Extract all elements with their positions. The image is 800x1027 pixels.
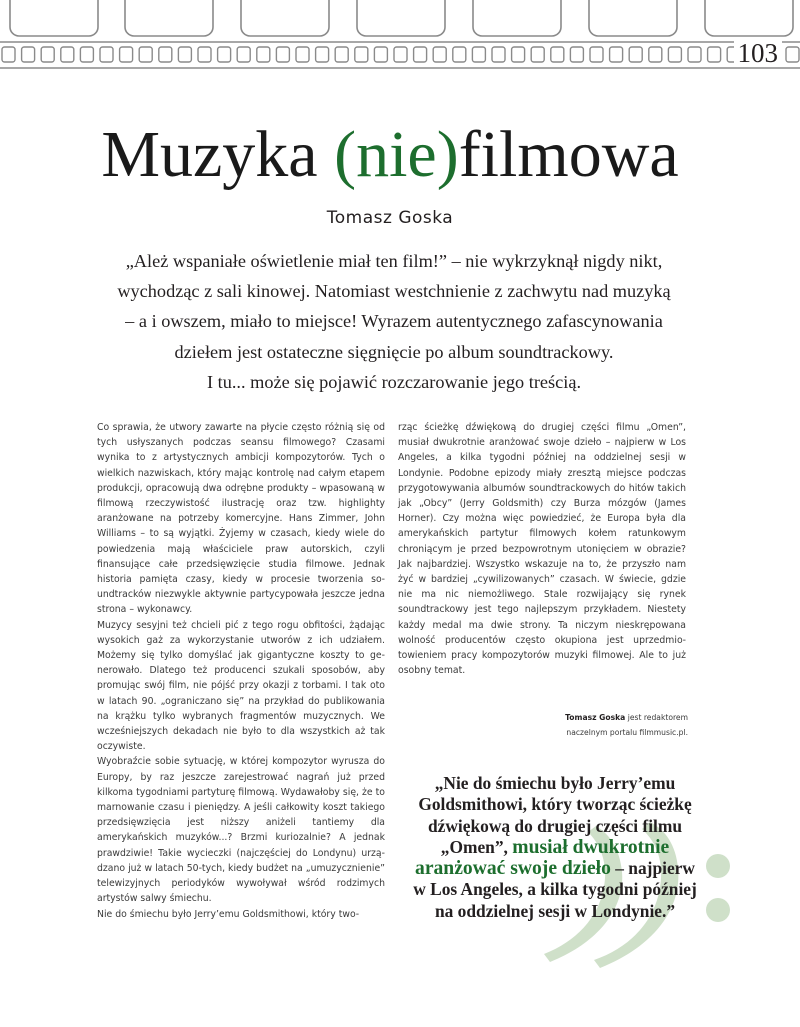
- film-sprocket-hole: [159, 47, 172, 62]
- film-sprocket-hole: [120, 47, 133, 62]
- film-sprocket-hole: [2, 47, 15, 62]
- author-byline: Tomasz Goska: [326, 208, 454, 228]
- film-sprocket-hole: [355, 47, 368, 62]
- film-sprocket-hole: [570, 47, 583, 62]
- pull-quote: [410, 773, 700, 922]
- film-sprocket-hole: [708, 47, 721, 62]
- film-sprocket-hole: [688, 47, 701, 62]
- film-sprocket-hole: [453, 47, 466, 62]
- body-column-right: [398, 420, 686, 678]
- page-number: 103: [734, 40, 783, 66]
- bio-line-1: jest redaktorem: [625, 713, 688, 722]
- film-sprocket-hole: [551, 47, 564, 62]
- film-frame: [357, 0, 445, 36]
- film-sprocket-hole: [218, 47, 231, 62]
- film-sprocket-hole: [414, 47, 427, 62]
- film-frame: [10, 0, 98, 36]
- pull-quote-text-end: – najpierw w Los Angeles, a kilka tygodni później na oddzielnej sesji w Londynie.”: [413, 858, 697, 921]
- lead-line: I tu... może się pojawić rozczarowanie jego treścią.: [206, 371, 582, 392]
- film-sprocket-hole: [394, 47, 407, 62]
- bio-line-2: naczelnym portalu filmmusic.pl.: [566, 728, 688, 737]
- film-strip-graphic: [0, 0, 800, 74]
- film-sprocket-hole: [139, 47, 152, 62]
- film-sprocket-hole: [257, 47, 270, 62]
- film-frame: [473, 0, 561, 36]
- body-paragraph: Wyobraźcie sobie sytuację, w której kompozytor wyrusza do Europy, by raz jeszcze zarejestrować nagrań już przed kilkoma tygodniami partyturę filmową. Wydawałoby się, że to marnowanie czasu i pieniędzy. A jeśli całkowity koszt takiego przedsięwzięcia jest niższy aniżeli tantiemy dla amerykańskich muzyków...? Brzmi kuriozalnie? A jednak prawdziwie! Takie wycieczki (najczęściej do Londynu) urządzano już w latach 50-tych, kiedy budżet na „umuzycznienie” telewizyjnych periodyków wywoływał wśród rodzimych artystów salwy śmiechu.: [97, 756, 385, 905]
- lead-line: – a i owszem, miało to miejsce! Wyrazem autentycznego zafascynowania: [125, 311, 663, 332]
- title-accent: (nie): [334, 118, 459, 191]
- film-sprocket-hole: [100, 47, 113, 62]
- film-sprocket-hole: [80, 47, 93, 62]
- film-frame: [125, 0, 213, 36]
- film-frame: [589, 0, 677, 36]
- film-sprocket-hole: [335, 47, 348, 62]
- film-sprocket-hole: [276, 47, 289, 62]
- film-sprocket-hole: [22, 47, 35, 62]
- film-sprocket-hole: [198, 47, 211, 62]
- title-part-2: filmowa: [458, 118, 679, 191]
- film-sprocket-hole: [41, 47, 54, 62]
- lead-line: „Ależ wspaniałe oświetlenie miał ten film!” – nie wykrzyknął nigdy nikt,: [125, 251, 663, 271]
- pull-quote-highlight: musiał dwukrotnie aranżować swoje dzieło: [415, 836, 670, 880]
- pull-quote-text: „Nie do śmiechu było Jerry’emu Goldsmithowi, który tworząc ścieżkę dźwiękową do drugiej części filmu „Omen”,: [418, 773, 692, 857]
- film-sprocket-hole: [531, 47, 544, 62]
- film-sprocket-hole: [178, 47, 191, 62]
- body-paragraph: Co sprawia, że utwory zawarte na płycie często różnią się od tych usłyszanych podczas seansu filmowego? Czasami wynika to z artystycznych ambicji kompozytorów. Tych o wielkich nazwiskach, który mając kontrolę nad całym etapem produkcji, opracowują dwa odrębne produkty – wpasowaną w filmową rzeczywistość ilustrację oraz tzw. highlighty aranżowane na potrzeby komercyjne. Hans Zimmer, John Williams – to są wyjątki. Żyjemy w czasach, kiedy wiele do powiedzenia mają właściciele praw autorskich, czyli finansujące całe przedsięwzięcie studia filmowe. Jednak historia pamięta czasy, kiedy w procesie tworzenia soundtracków niezwykle aktywnie partycypowała jeszcze jedna strona – wykonawcy.: [97, 422, 385, 616]
- film-sprocket-hole: [786, 47, 799, 62]
- film-sprocket-hole: [492, 47, 505, 62]
- body-column-left: [97, 420, 385, 922]
- film-sprocket-hole: [296, 47, 309, 62]
- body-paragraph: Nie do śmiechu było Jerry’emu Goldsmithowi, który two-: [97, 908, 360, 920]
- film-sprocket-hole: [237, 47, 250, 62]
- body-paragraph: rząc ścieżkę dźwiękową do drugiej części filmu „Omen”, musiał dwukrotnie aranżować swoje dzieło – najpierw w Los Angeles, a kilka tygodni później na oddzielnej sesji w Londynie. Podobne epizody miały zresztą miejsce podczas przygotowywania albumów soundtrackowych do hitów takich jak „Obcy” (Jerry Goldsmith) czy Burza mózgów (James Horner). Czy można więc powiedzieć, że Europa była dla amerykańskich partytur filmowych kołem ratunkowym chroniącym je przed bezpowrotnym utonięciem w obrazie? Jak najbardziej. Wszystko wskazuje na to, że przyszło nam żyć w bardziej „cywilizowanych” czasach. W świecie, gdzie nie ma nic niemożliwego. Stale rozwijający się rynek soundtrackowy jest tego najlepszym przykładem. Niestety każdy medal ma dwie strony. Ta niczym nieskrępowana wolność producentów często okupiona jest uprzedmiotowieniem pracy kompozytorów muzyki filmowej. Ale to już osobny temat.: [398, 422, 686, 677]
- body-paragraph: Muzycy sesyjni też chcieli pić z tego rogu obfitości, żądając wysokich gaż za wykorzystanie utworów z ich udziałem. Możemy się tylko domyślać jak gigantyczne koszty to generowało. Dlatego też producenci szukali sposobów, aby promując swój film, nie pójść przy okazji z torbami. I tak oto w latach 90. „ograniczano się” na przykład do publikowania na krążku tylko wybranych fragmentów muzycznych. We wcześniejszych dekadach nie było to dla wszystkich aż tak oczywiste.: [97, 619, 385, 753]
- film-sprocket-hole: [374, 47, 387, 62]
- film-frame: [705, 0, 793, 36]
- author-bio: [420, 710, 688, 740]
- film-sprocket-hole: [316, 47, 329, 62]
- film-sprocket-hole: [512, 47, 525, 62]
- article-title: [0, 118, 780, 192]
- film-sprocket-hole: [472, 47, 485, 62]
- film-strip-header: [0, 0, 800, 74]
- film-sprocket-hole: [590, 47, 603, 62]
- film-sprocket-hole: [610, 47, 623, 62]
- film-frame: [241, 0, 329, 36]
- lead-line: dziełem jest ostateczne sięgnięcie po album soundtrackowy.: [174, 341, 614, 362]
- film-sprocket-hole: [668, 47, 681, 62]
- lead-line: wychodząc z sali kinowej. Natomiast westchnienie z zachwytu nad muzyką: [117, 281, 671, 302]
- film-sprocket-hole: [61, 47, 74, 62]
- title-part-1: Muzyka: [101, 118, 335, 191]
- bio-author-name: Tomasz Goska: [565, 713, 626, 722]
- film-sprocket-hole: [649, 47, 662, 62]
- film-sprocket-hole: [629, 47, 642, 62]
- film-sprocket-hole: [433, 47, 446, 62]
- lead-paragraph: [92, 246, 696, 397]
